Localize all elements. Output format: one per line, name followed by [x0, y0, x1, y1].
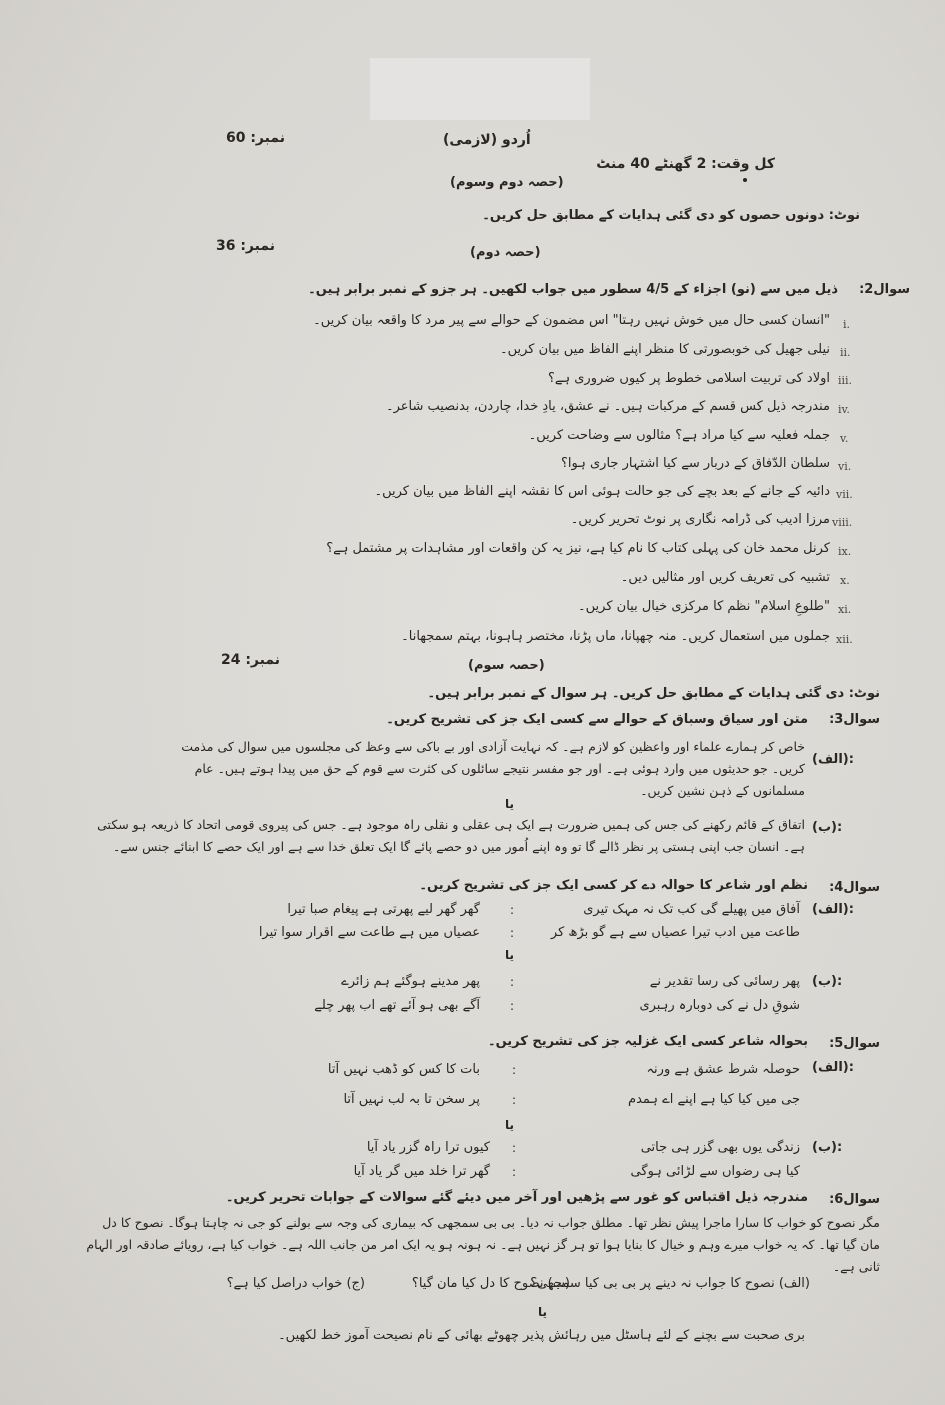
q2-item-num: xi.	[838, 603, 852, 616]
q2-item-num: xii.	[836, 633, 853, 646]
q6-question-a: (الف) نصوح کا جواب نہ دینے پر بی بی کیا سمجھی؟	[530, 1276, 810, 1291]
q2-item-num: i.	[843, 318, 851, 331]
q2-item-num: viii.	[832, 516, 853, 529]
dot-mark	[743, 178, 747, 182]
q2-item-text: مرزا ادیب کی ڈرامہ نگاری پر نوٹ تحریر کریں۔	[570, 512, 830, 527]
q2-item-text: تشبیہ کی تعریف کریں اور مثالیں دیں۔	[620, 570, 830, 585]
q6-instruction: مندرجہ ذیل اقتباس کو غور سے پڑھیں اور آخر میں دیئے گئے سوالات کے جوابات تحریر کریں۔	[225, 1190, 808, 1205]
q6-question-c: (ج) خواب دراصل کیا ہے؟	[226, 1276, 365, 1291]
section2-marks: نمبر: 36	[215, 238, 275, 254]
q2-item-num: iv.	[838, 403, 850, 416]
q6-passage: مگر نصوح کو خواب کا سارا ماجرا پیش نظر تھا۔ مطلق جواب نہ دیا۔ بی بی سمجھی کہ بیماری کی وجہ سے بولنے کو جی نہ چاہتا ہوگا۔ نصوح کا دل مان گیا تھا۔ کہ یہ خواب میرے وہم و خیال کا بنایا ہوا تو ہر گز نہیں ہے۔ نہ ہونہ ہو یہ ایک امر من جانب اللہ ہے۔ خواب کیا ہے، رویائے صادقہ اور الہام ثانی ہے۔	[86, 1215, 880, 1274]
q3-bay-text: اتفاق کے قائم رکھنے کی جس کی ہمیں ضرورت ہے ایک ہی عقلی و نقلی راہ موجود ہے۔ جس کی پیروی قومی اتحاد کا ذریعہ ہو سکتی ہے۔ انسان جب اپنی ہستی پر نظر ڈالے گا تو وہ اپنے اُمور میں دو حصے پائے گا ایک تعلق خدا سے ہے اور ایک حصے کا ابنائے جنس سے۔	[97, 817, 805, 854]
verse-separator: :	[510, 926, 515, 940]
q4-alif-label: (الف):	[812, 902, 854, 917]
q2-instruction: ذیل میں سے (نو) اجزاء کے 4/5 سطور میں جواب لکھیں۔ ہر جزو کے نمبر برابر ہیں۔	[308, 282, 838, 297]
verse-right: طاعت میں ادب تیرا عصیاں سے ہے گو بڑھ کر	[550, 925, 800, 940]
section3-title: (حصہ سوم)	[468, 658, 545, 673]
subject-title: اُردو (لازمی)	[443, 132, 531, 148]
verse-separator: :	[510, 975, 515, 989]
q2-item-text: جملہ فعلیہ سے کیا مراد ہے؟ مثالوں سے وضاحت کریں۔	[528, 428, 830, 443]
q2-item-text: "طلوعِ اسلام" نظم کا مرکزی خیال بیان کریں۔	[578, 599, 830, 614]
q2-label: سوال2:	[859, 282, 910, 297]
q5-alif-label: (الف):	[812, 1060, 854, 1075]
q3-alif-text: خاص کر ہمارے علماء اور واعظین کو لازم ہے۔ کہ نہایت آزادی اور بے باکی سے وعظ کی مجلسوں میں سوال کی مذمت کریں۔ جو حدیثوں میں وارد ہوئی ہے۔ اور جو مفسر نتیجے سائلوں کی کثرت سے قوم کے حق میں پیدا ہوتے ہیں۔ عام مسلمانوں کے ذہن نشین کریں۔	[181, 739, 805, 798]
verse-right: شوقِ دل نے کی دوبارہ رہبری	[639, 998, 800, 1013]
q3-alif-label: (الف):	[812, 752, 854, 767]
section3-note: نوٹ: دی گئی ہدایات کے مطابق حل کریں۔ ہر سوال کے نمبر برابر ہیں۔	[427, 686, 880, 701]
q6-or: یا	[538, 1305, 548, 1319]
q2-item-text: اولاد کی تربیت اسلامی خطوط پر کیوں ضروری ہے؟	[547, 371, 830, 386]
q2-item-num: vi.	[838, 460, 852, 473]
q3-label: سوال3:	[829, 712, 880, 727]
q5-bay-label: (ب):	[812, 1140, 843, 1155]
verse-separator: :	[512, 1093, 517, 1107]
verse-left: گھر گھر لیے پھرتی ہے پیغام صبا تیرا	[287, 902, 480, 917]
redaction-block	[370, 58, 590, 120]
verse-left: کیوں ترا راہ گزر یاد آیا	[366, 1140, 490, 1155]
main-note: نوٹ: دونوں حصوں کو دی گئی ہدایات کے مطابق حل کریں۔	[482, 208, 860, 223]
q6-alternative: بری صحبت سے بچنے کے لئے ہاسٹل میں رہائش پذیر چھوٹے بھائی کے نام نصیحت آموز خط لکھیں۔	[278, 1328, 805, 1343]
verse-left: عصیاں میں ہے طاعت سے اقرار سوا تیرا	[258, 925, 480, 940]
q6-question-b: (ب) نصوح کا دل کیا مان گیا؟	[411, 1276, 570, 1291]
total-time: کل وقت: 2 گھنٹے 40 منٹ	[596, 156, 775, 172]
verse-left: گھر ترا خلد میں گر یاد آیا	[353, 1164, 490, 1179]
q4-or: یا	[505, 948, 515, 962]
verse-right: زندگی یوں بھی گزر ہی جاتی	[640, 1140, 800, 1155]
verse-left: پھر مدینے ہوگئے ہم زائرے	[341, 974, 480, 989]
q2-item-num: vii.	[836, 488, 853, 501]
verse-left: آگے بھی ہو آئے تھے اب پھر چلے	[314, 998, 480, 1013]
q2-item-text: مندرجہ ذیل کس قسم کے مرکبات ہیں۔ نے عشق، یادِ خدا، چاردن، بدنصیب شاعر۔	[385, 399, 830, 414]
section2-title: (حصہ دوم)	[470, 245, 541, 260]
q2-item-num: ii.	[840, 346, 851, 359]
q5-or: یا	[505, 1118, 515, 1132]
verse-left: بات کا کس کو ڈھب نہیں آتا	[327, 1062, 480, 1077]
q2-item-num: v.	[840, 432, 849, 445]
verse-separator: :	[512, 1141, 517, 1155]
verse-separator: :	[510, 903, 515, 917]
q2-item-text: جملوں میں استعمال کریں۔ منہ چھپانا، ماں پڑنا، مختصر ہاہونا، بہتم سمجھانا۔	[401, 629, 830, 644]
verse-right: جی میں کیا کیا ہے اپنے اے ہمدم	[628, 1092, 800, 1107]
verse-separator: :	[512, 1063, 517, 1077]
q4-instruction: نظم اور شاعر کا حوالہ دے کر کسی ایک جز کی تشریح کریں۔	[419, 878, 808, 893]
q2-item-num: ix.	[838, 545, 852, 558]
q3-instruction: متن اور سیاق وسباق کے حوالے سے کسی ایک جز کی تشریح کریں۔	[386, 712, 808, 727]
verse-right: پھر رسائی کی رسا تقدیر نے	[649, 974, 800, 989]
q3-or: یا	[505, 797, 515, 811]
q6-label: سوال6:	[829, 1192, 880, 1207]
q2-item-text: دائیہ کے جانے کے بعد بچے کی جو حالت ہوئی اس کا نقشہ اپنے الفاظ میں بیان کریں۔	[374, 484, 830, 499]
verse-right: کیا ہی رضواں سے لڑائی ہوگی	[630, 1164, 800, 1179]
section3-marks: نمبر: 24	[220, 652, 280, 668]
q2-item-text: نیلی جھیل کی خوبصورتی کا منظر اپنے الفاظ میں بیان کریں۔	[499, 342, 830, 357]
verse-right: آفاق میں پھیلے گی کب تک نہ مہک تیری	[583, 902, 800, 917]
total-marks: نمبر: 60	[225, 130, 285, 146]
q2-item-num: iii.	[838, 374, 853, 387]
q4-bay-label: (ب):	[812, 974, 843, 989]
q5-label: سوال5:	[829, 1036, 880, 1051]
verse-separator: :	[512, 1165, 517, 1179]
verse-right: حوصلہ شرط عشق ہے ورنہ	[646, 1062, 800, 1077]
q3-bay-label: (ب):	[812, 820, 843, 835]
q2-item-text: سلطان الدّفاق کے دربار سے کیا اشتہار جاری ہوا؟	[561, 456, 830, 471]
verse-separator: :	[510, 999, 515, 1013]
q2-item-text: "انسان کسی حال میں خوش نہیں رہتا" اس مضمون کے حوالے سے پیر مرد کا واقعہ بیان کریں۔	[313, 313, 830, 328]
q2-item-num: x.	[840, 574, 850, 587]
q4-label: سوال4:	[829, 880, 880, 895]
q2-item-text: کرنل محمد خان کی پہلی کتاب کا نام کیا ہے، نیز یہ کن واقعات اور مشاہدات پر مشتمل ہے؟	[326, 541, 830, 556]
sections-subtitle: (حصہ دوم وسوم)	[450, 175, 564, 190]
verse-left: پر سخن تا بہ لب نہیں آتا	[343, 1092, 480, 1107]
q5-instruction: بحوالہ شاعر کسی ایک غزلیہ جز کی تشریح کریں۔	[487, 1034, 808, 1049]
